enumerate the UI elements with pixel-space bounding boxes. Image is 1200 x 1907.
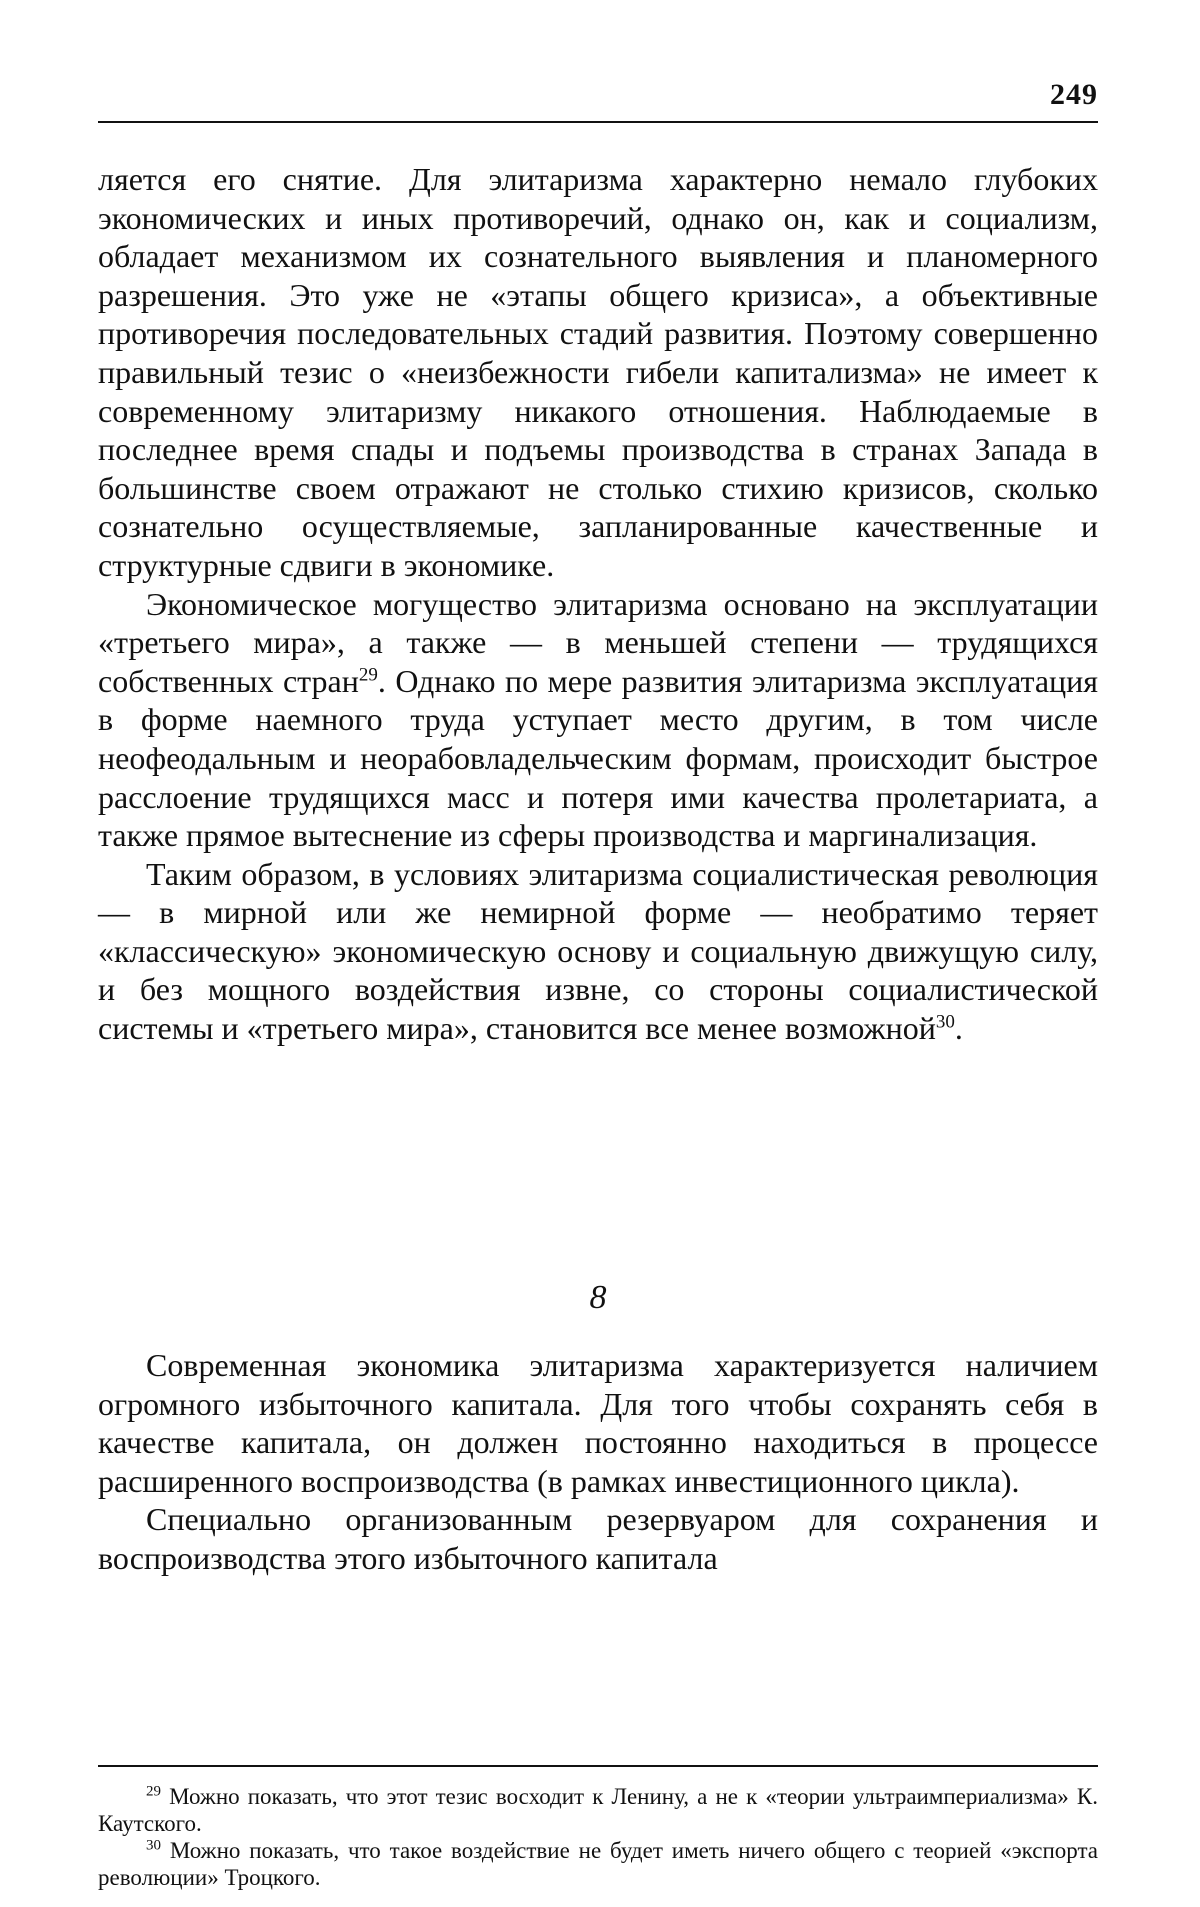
paragraph (98, 1346, 1098, 1500)
header-rule (98, 121, 1098, 123)
footnote-ref-30[interactable]: 30 (935, 1011, 955, 1033)
paragraph (98, 1500, 1098, 1577)
paragraph (98, 855, 1098, 1048)
paragraph-text: Специально организованным резервуаром для сохранения и воспроизводства этого избыточного капитала (98, 1501, 1098, 1576)
paragraph-text: Экономическое могущество элитаризма основано на эксплуатации «третьего мира», а также — в меньшей степени — трудящихся собственных стран (98, 585, 1098, 699)
paragraph-text: ляется его снятие. Для элитаризма характерно немало глубоких экономических и иных противоречий, однако он, как и социализм, обладает механизмом их сознательного выявления и планомерного разрешения. Это уже не «этапы общего кризиса», а объективные противоречия последовательных стадий развития. Поэтому совершенно правильный тезис о «неизбежности гибели капитализма» не имеет к современному элитаризму никакого отношения. Наблюдаемые в последнее время спады и подъемы производства в странах Запада в большинстве своем отражают не столько стихию кризисов, сколько сознательно осуществляемые, запланированные качественные и структурные сдвиги в экономике. (98, 161, 1098, 583)
paragraph-text: . Однако по мере развития элитаризма эксплуатация в форме наемного труда уступает место другим, в том числе неофеодальным и неорабовладельческим формам, происходит быстрое расслоение трудящихся масс и потеря ими качества пролетариата, а также прямое вытеснение из сферы производства и маргинализация. (98, 662, 1099, 854)
footnote-number: 29 (146, 1783, 161, 1800)
paragraph-text: . (954, 1010, 963, 1047)
footnote-text: Можно показать, что такое воздействие не будет иметь ничего общего с теорией «экспорта революции» Троцкого. (98, 1838, 1098, 1890)
body-text-continued (98, 1346, 1098, 1578)
footnote-ref-29[interactable]: 29 (358, 664, 378, 686)
paragraph (98, 585, 1098, 855)
footnote-30 (98, 1837, 1098, 1891)
footnote-rule (98, 1765, 1098, 1767)
paragraph (98, 160, 1098, 585)
section-heading: 8 (589, 1279, 607, 1316)
page-number: 249 (1050, 78, 1098, 111)
footnote-number: 30 (146, 1837, 161, 1854)
footnote-29 (98, 1783, 1098, 1837)
body-text (98, 160, 1098, 1048)
paragraph-text: Современная экономика элитаризма характеризуется наличием огромного избыточного капитала. Для того чтобы сохранять себя в качестве капитала, он должен постоянно находиться в процессе расширенного воспроизводства (в рамках инвестиционного цикла). (98, 1347, 1098, 1499)
footnote-text: Можно показать, что этот тезис восходит к Ленину, а не к «теории ультраимпериализма» К. Каутского. (98, 1784, 1098, 1836)
paragraph-text: Таким образом, в условиях элитаризма социалистическая революция — в мирной или же немирной форме — необратимо теряет «классическую» экономическую основу и социальную движущую силу, и без мощного воздействия извне, со стороны социалистической системы и «третьего мира», становится все менее возможной (98, 855, 1098, 1047)
footnotes (98, 1783, 1098, 1891)
